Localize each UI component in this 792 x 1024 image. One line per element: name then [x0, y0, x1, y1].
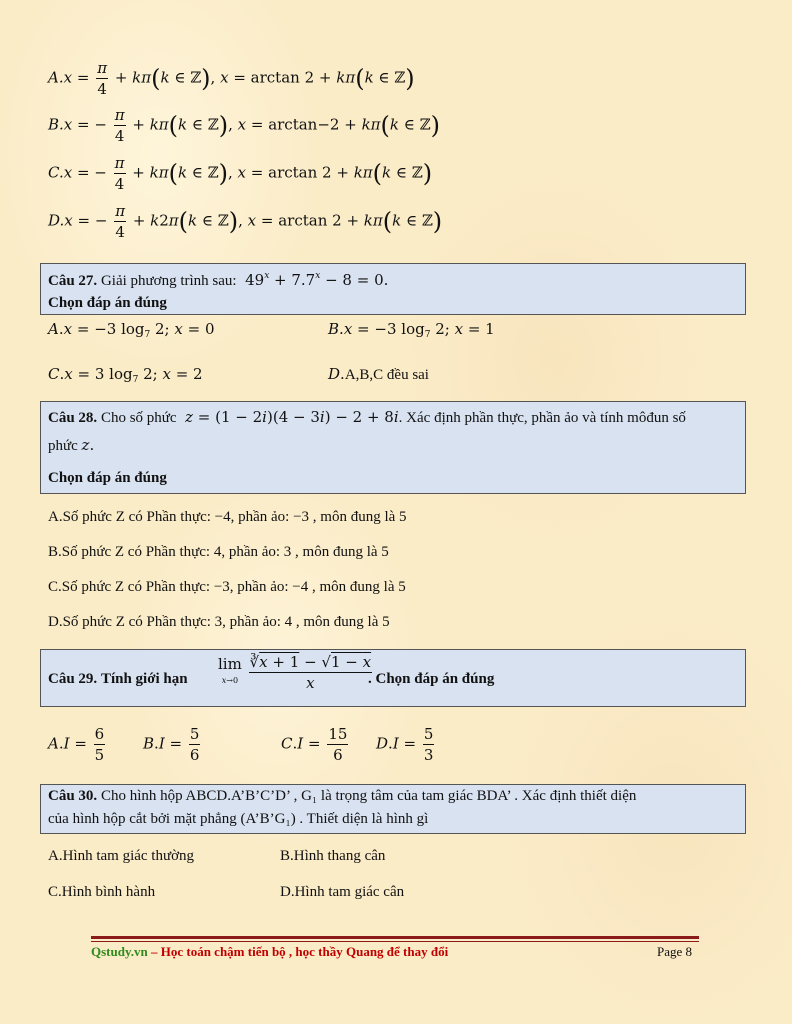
q26-option-c-label: C.	[48, 163, 64, 182]
q28-option-c: C.Số phức Z có Phần thực: −3, phần ảo: −4 , môn đung là 5	[48, 579, 406, 595]
q27-instruction: Chọn đáp án đúng	[48, 295, 167, 311]
q27-title: Câu 27.	[48, 273, 98, 289]
q28-option-d: D.Số phức Z có Phần thực: 3, phần ảo: 4 , môn đung là 5	[48, 614, 390, 630]
q28-title: Câu 28.	[48, 410, 98, 426]
footer-slogan: – Học toán chậm tiến bộ , học thầy Quang để thay đổi	[147, 944, 449, 959]
footer-rule-thick	[91, 936, 699, 939]
q28-text-end: . Xác định phần thực, phần ảo và tính môđun số	[398, 410, 686, 426]
q28-text-line2: phức	[48, 438, 78, 454]
q27-equation: $49^x + 7.7^x - 8 = 0$.	[240, 271, 389, 289]
q26-option-b-label: B.	[48, 115, 64, 134]
q30-option-a: A.Hình tam giác thường	[48, 848, 195, 864]
q28-option-b: B.Số phức Z có Phần thực: 4, phần ảo: 3 , môn đung là 5	[48, 544, 389, 560]
q30-prompt-line1	[48, 788, 636, 805]
q28-prompt-line2: phức z.	[48, 436, 95, 454]
q29-option-d: D.I = $\frac{5}{3}$	[376, 725, 434, 764]
page-number: Page 8	[657, 944, 693, 959]
q26-option-b: B.x = − $\frac{\pi}{4}$ + kπ(k ∈ ℤ), x = arctan−2 + kπ(k ∈ ℤ)	[48, 106, 440, 145]
q28-instruction: Chọn đáp án đúng	[48, 470, 167, 486]
q28-equation: z = (1 − 2i)(4 − 3i) − 2 + 8i	[185, 408, 399, 426]
q27-option-a: A.x = −3 $\log_7 2$; x = 0	[48, 320, 215, 340]
q30-prompt-line2: của hình hộp cắt bởi mặt phẳng (A’B’G₁) . Thiết diện là hình gì	[48, 811, 429, 827]
q27-option-b: B.x = −3 $\log_7 2$; x = 1	[328, 320, 495, 340]
q26-option-d-label: D.	[48, 211, 65, 230]
q29-title: Câu 29.	[48, 671, 98, 687]
q27-text: Giải phương trình sau:	[100, 273, 237, 289]
q26-option-a-label: A.	[48, 68, 64, 87]
q29-option-b: B.I = $\frac{5}{6}$	[143, 725, 200, 764]
q29-prompt	[48, 671, 188, 688]
footer-rule-thin	[91, 941, 699, 942]
q26-option-d: D.x = − $\frac{\pi}{4}$ + k2π(k ∈ ℤ), x = arctan 2 + kπ(k ∈ ℤ)	[48, 202, 443, 241]
footer-text	[91, 944, 448, 960]
q29-limit: lim x→0 $\frac{∛x + 1 - √1 - x}{x}$	[218, 653, 372, 692]
q30-option-b: B.Hình thang cân	[280, 848, 386, 864]
q26-option-a: A.x = $\frac{\pi}{4}$ + kπ(k ∈ ℤ), x = arctan 2 + kπ(k ∈ ℤ)	[48, 59, 415, 98]
q30-title: Câu 30.	[48, 788, 98, 804]
q28-text: Cho số phức	[100, 410, 177, 426]
q26-option-c: C.x = − $\frac{\pi}{4}$ + kπ(k ∈ ℤ), x = arctan 2 + kπ(k ∈ ℤ)	[48, 154, 433, 193]
q27-option-c: C.x = 3 $\log_7 2$; x = 2	[48, 365, 203, 385]
q27-option-d-text: A,B,C đều sai	[344, 367, 429, 383]
footer-site: Qstudy.vn	[91, 944, 148, 959]
q30-text-line1: Cho hình hộp ABCD.A’B’C’D’ , G₁ là trọng tâm của tam giác BDA’ . Xác định thiết diện	[100, 788, 637, 804]
q29-instruction: . Chọn đáp án đúng	[368, 671, 495, 687]
q30-option-c: C.Hình bình hành	[48, 884, 156, 900]
q28-prompt-line1	[48, 408, 686, 427]
q29-text: Tính giới hạn	[100, 671, 188, 687]
q27-prompt	[48, 271, 388, 290]
q30-option-d: D.Hình tam giác cân	[280, 884, 405, 900]
q28-option-a: A.Số phức Z có Phần thực: −4, phần ảo: −3 , môn đung là 5	[48, 509, 407, 525]
q29-option-c: C.I = $\frac{15}{6}$	[281, 725, 348, 764]
q27-option-d: D.A,B,C đều sai	[328, 365, 429, 383]
q29-option-a: A.I = $\frac{6}{5}$	[48, 725, 105, 764]
